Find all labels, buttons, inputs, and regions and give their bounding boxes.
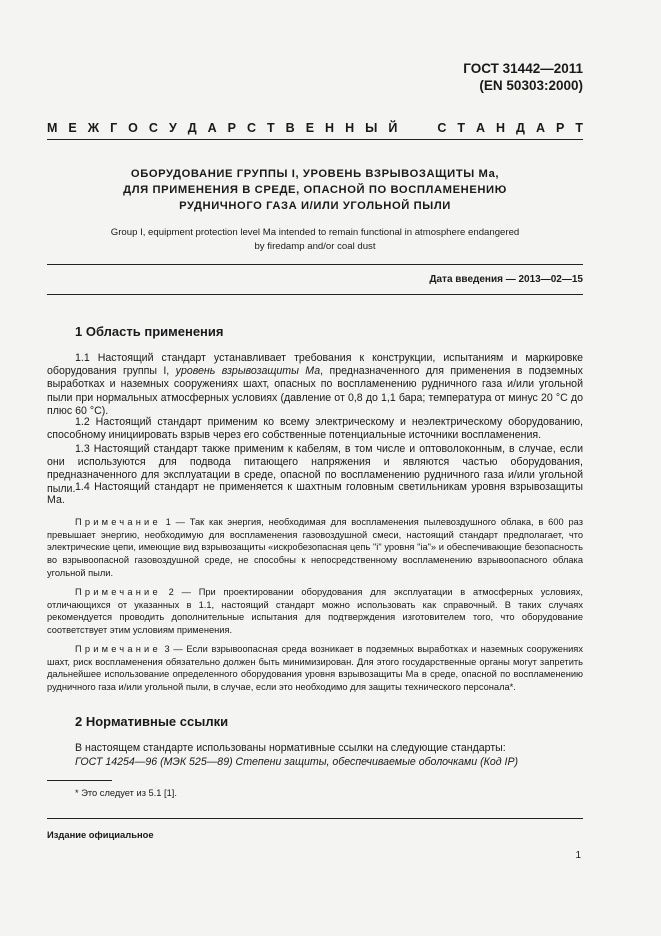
clause-1-4: 1.4 Настоящий стандарт не применяется к шахтным головным светильникам уровня взрывозащиты Ма.	[47, 481, 583, 507]
banner-letter: О	[128, 121, 138, 135]
banner-letter: А	[475, 121, 486, 135]
banner-letter: Ы	[365, 121, 378, 135]
note-1-text: 1 — Так как энергия, необходимая для воспламенения пылевоздушного облака, в 600 раз превышает энергию, необходимую для воспламенения газовоздушной смеси, настоящий стандарт предполагает, что электрические цепи, имеющие вид взрывозащиты «искробезопасная цепь "i" уровня "ia"» и обеспечивающие безопасность во взрывоопасной газовоздушной среде, не способны к непосредственному воспламенению взрывоопасного облака угольной пыли.	[47, 517, 583, 578]
banner-letter: Д	[516, 121, 525, 135]
clause-1-3: 1.3 Настоящий стандарт также применим к кабелям, в том числе и оптоволоконным, в случае, если они используются для подвода питающего напряжения и являются частью оборудования, предназначенного для эксплуатации в среде, опасной по воспламенению рудничного газа и/или угольной пыли.	[47, 443, 583, 495]
clause-1-1-text-a: 1.1 Настоящий стандарт устанавливает требования к конструкции, испытаниям и маркировке оборудования группы I,	[47, 352, 583, 378]
note-3	[47, 643, 583, 694]
banner-letter: Р	[555, 121, 565, 135]
banner-letter: С	[437, 121, 447, 135]
footnote-rule	[47, 780, 112, 781]
page-number: 1	[575, 850, 581, 861]
section-2-heading: 2 Нормативные ссылки	[75, 714, 229, 729]
english-title-line-1: Group I, equipment protection level Ma intended to remain functional in atmosphere endangered	[110, 227, 520, 238]
banner-rule	[47, 139, 583, 140]
section-1-heading: 1 Область применения	[75, 324, 224, 339]
banner-letter: Й	[388, 121, 398, 135]
banner-letter: Е	[68, 121, 77, 135]
title-rule	[47, 264, 583, 265]
banner-letter	[423, 121, 426, 135]
note-3-text: 3 — Если взрывоопасная среда возникает в подземных выработках и наземных сооружениях шахт, риск воспламенения обязательно должен быть минимизирован. Для этого государственные органы могут запретить дальнейшее использование определенного оборудования уровня взрывозащиты Ма в среде, опасной по воспламенению рудничного газа и/или угольной пыли, в случае, если это необходимо для защиты технического персонала*.	[47, 644, 583, 693]
clause-1-1-text-b: , предназначенного для применения в подземных выработках и наземных сооружениях шахт, опасных по воспламенению рудничного газа и/или угольной пыли при нормальных атмосферных условиях (давление от 0,8 до 1,1 бара; температура от минус 20 °С до плюс 60 °С).	[47, 365, 583, 417]
title-line-1: ОБОРУДОВАНИЕ ГРУППЫ I, УРОВЕНЬ ВЗРЫВОЗАЩИТЫ Ма,	[130, 168, 500, 180]
note-1	[47, 516, 583, 580]
english-title	[47, 226, 583, 254]
title-line-3: РУДНИЧНОГО ГАЗА И/ИЛИ УГОЛЬНОЙ ПЫЛИ	[179, 200, 451, 212]
banner-letter: А	[535, 121, 545, 135]
en-number: (EN 50303:2000)	[479, 78, 583, 93]
banner-letter: Г	[110, 121, 118, 135]
english-title-line-2: by firedamp and/or coal dust	[254, 241, 376, 252]
references-intro: В настоящем стандарте использованы нормативные ссылки на следующие стандарты:	[75, 742, 506, 754]
footer-rule	[47, 818, 583, 819]
banner-letter: У	[168, 121, 177, 135]
banner-letter: Н	[325, 121, 335, 135]
note-2-label: Примечание	[75, 587, 161, 597]
banner-letter: Т	[457, 121, 465, 135]
banner-letter: Н	[496, 121, 506, 135]
introduction-date: Дата введения — 2013—02—15	[429, 274, 583, 285]
banner-letter	[408, 121, 411, 135]
note-1-label: Примечание	[75, 517, 161, 527]
banner-letter: С	[148, 121, 158, 135]
document-title	[47, 166, 583, 214]
interstate-standard-banner	[47, 121, 583, 135]
title-line-2: ДЛЯ ПРИМЕНЕНИЯ В СРЕДЕ, ОПАСНОЙ ПО ВОСПЛАМЕНЕНИЮ	[123, 184, 507, 196]
note-2-text: 2 — При проектировании оборудования для эксплуатации в атмосферных условиях, отличающихся от указанных в 1.1, настоящий стандарт можно использовать как справочный. В таких случаях рекомендуется проводить дополнительные испытания для подтверждения изготовителем того, что оборудование соответствует этим условиям применения.	[47, 587, 583, 636]
footnote: * Это следует из 5.1 [1].	[75, 788, 177, 798]
standard-number: ГОСТ 31442—2011	[463, 61, 583, 76]
banner-letter: Д	[187, 121, 197, 135]
banner-letter: М	[47, 121, 58, 135]
banner-letter: Р	[227, 121, 236, 135]
clause-1-1	[47, 352, 583, 418]
note-2	[47, 586, 583, 637]
reference-gost-14254: ГОСТ 14254—96 (МЭК 525—89) Степени защиты, обеспечиваемые оболочками (Код IP)	[75, 756, 519, 768]
banner-letter: А	[207, 121, 217, 135]
banner-letter: В	[285, 121, 295, 135]
banner-letter: Т	[267, 121, 275, 135]
date-rule	[47, 294, 583, 295]
banner-letter: С	[247, 121, 257, 135]
banner-letter: Ж	[87, 121, 100, 135]
note-3-label: Примечание	[75, 644, 161, 654]
clause-1-2: 1.2 Настоящий стандарт применим ко всему электрическому и неэлектрическому оборудованию, способному инициировать взрыв через его собственные потенциальные источники воспламенения.	[47, 416, 583, 442]
clause-1-1-emphasis: уровень взрывозащиты Ма	[175, 365, 321, 378]
official-edition: Издание официальное	[47, 829, 154, 840]
standard-designation	[463, 60, 583, 94]
banner-letter: Т	[575, 121, 583, 135]
banner-letter: Н	[345, 121, 355, 135]
banner-letter: Е	[305, 121, 315, 135]
